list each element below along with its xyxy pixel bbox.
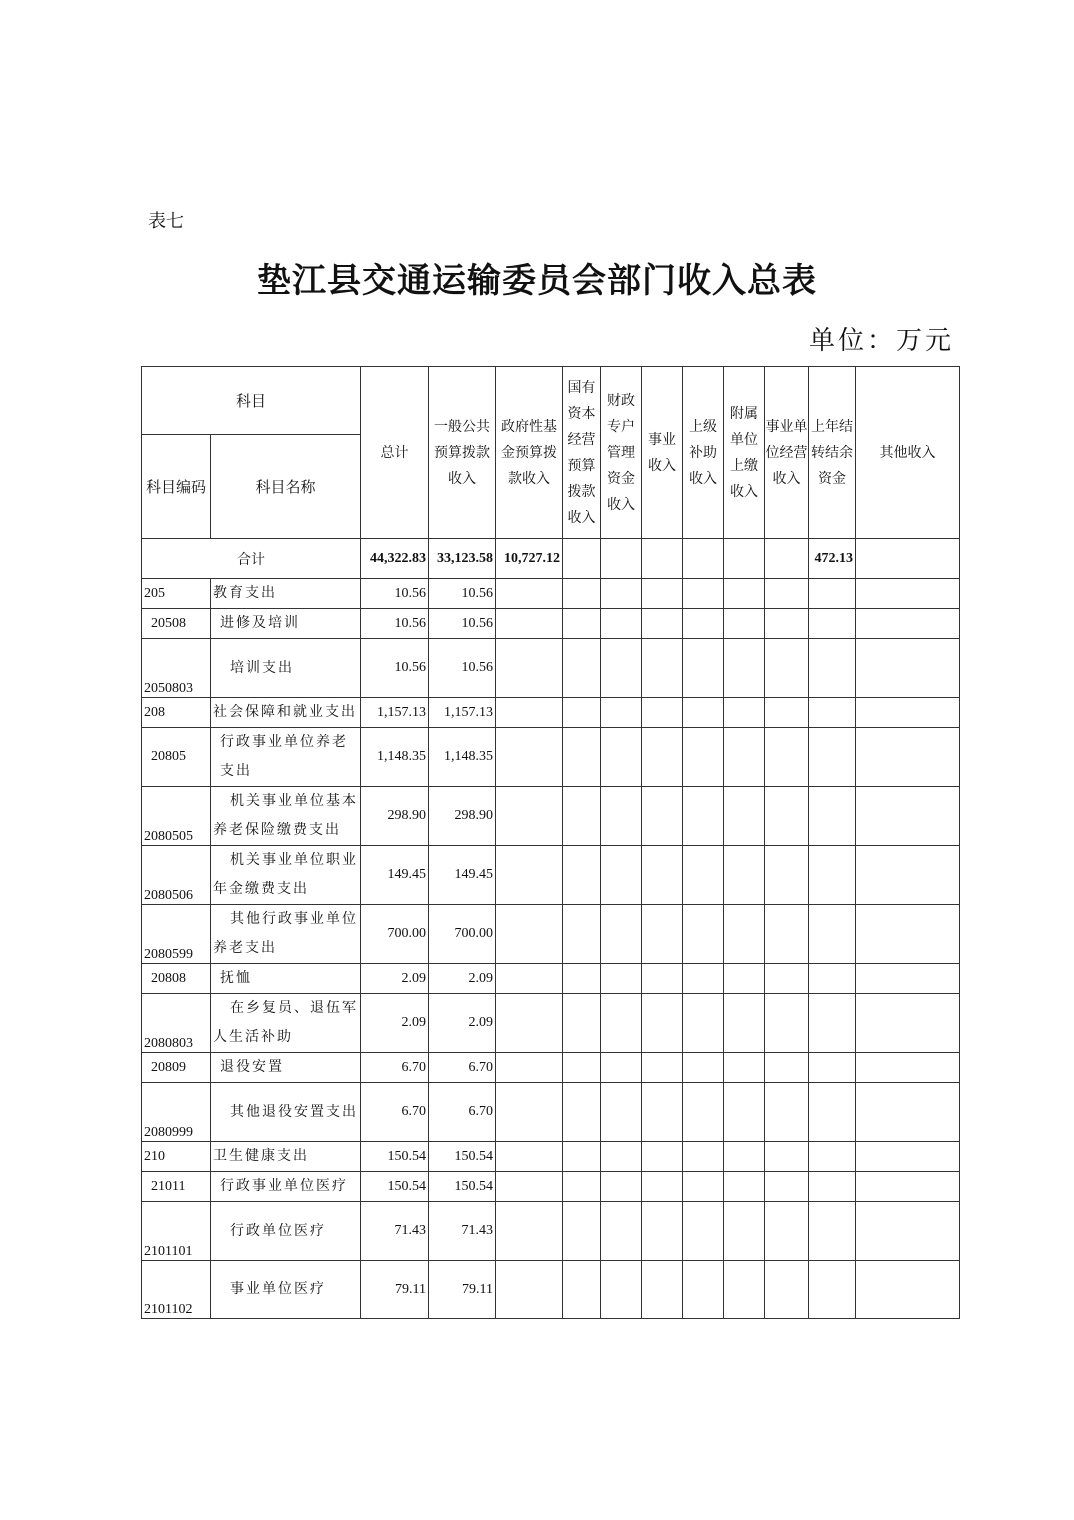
empty-cell [563, 698, 601, 728]
empty-cell [856, 639, 960, 698]
empty-cell [765, 1142, 809, 1172]
table-row [142, 1261, 960, 1319]
empty-cell [683, 1202, 724, 1261]
empty-cell [765, 1172, 809, 1202]
empty-cell [856, 1053, 960, 1083]
row-total: 2.09 [361, 994, 429, 1053]
empty-cell [601, 698, 642, 728]
empty-cell [601, 639, 642, 698]
empty-cell [642, 639, 683, 698]
row-code: 2080999 [142, 1083, 211, 1142]
table-row [142, 994, 960, 1053]
empty-cell [496, 964, 563, 994]
empty-cell [809, 609, 856, 639]
empty-cell [809, 1053, 856, 1083]
empty-cell [765, 964, 809, 994]
empty-cell [809, 787, 856, 846]
row-total: 6.70 [361, 1053, 429, 1083]
row-name: 退役安置 [211, 1053, 361, 1083]
empty-cell [856, 964, 960, 994]
empty-cell [642, 609, 683, 639]
empty-cell [724, 609, 765, 639]
row-total: 700.00 [361, 905, 429, 964]
empty-cell [809, 905, 856, 964]
header-name: 科目名称 [211, 435, 361, 539]
row-name: 培训支出 [211, 639, 361, 698]
table-row [142, 1142, 960, 1172]
header-superior: 上级补助收入 [683, 367, 724, 539]
empty-cell [809, 698, 856, 728]
row-name: 机关事业单位职业年金缴费支出 [211, 846, 361, 905]
empty-cell [563, 639, 601, 698]
empty-cell [563, 609, 601, 639]
total-total: 44,322.83 [361, 539, 429, 579]
empty-cell [683, 846, 724, 905]
empty-cell [809, 1172, 856, 1202]
empty-cell [809, 994, 856, 1053]
empty-cell [642, 787, 683, 846]
row-name: 事业单位医疗 [211, 1261, 361, 1319]
row-code: 20808 [142, 964, 211, 994]
empty-cell [496, 994, 563, 1053]
table-row [142, 1172, 960, 1202]
empty-cell [642, 698, 683, 728]
empty-cell [765, 698, 809, 728]
header-carryover: 上年结转结余资金 [809, 367, 856, 539]
empty-cell [683, 698, 724, 728]
empty-cell [724, 964, 765, 994]
empty-cell [601, 1261, 642, 1319]
row-code: 205 [142, 579, 211, 609]
empty-cell [601, 1172, 642, 1202]
empty-cell [724, 787, 765, 846]
empty-cell [642, 1142, 683, 1172]
empty-cell [856, 994, 960, 1053]
empty-cell [683, 1261, 724, 1319]
row-code: 2050803 [142, 639, 211, 698]
empty-cell [496, 905, 563, 964]
empty-cell [642, 846, 683, 905]
row-code: 20508 [142, 609, 211, 639]
empty-cell [563, 1202, 601, 1261]
empty-cell [809, 1083, 856, 1142]
empty-cell [683, 1083, 724, 1142]
row-general: 6.70 [429, 1053, 496, 1083]
empty-cell [563, 728, 601, 787]
header-general: 一般公共预算拨款收入 [429, 367, 496, 539]
empty-cell [563, 964, 601, 994]
empty-cell [856, 905, 960, 964]
empty-cell [642, 1261, 683, 1319]
empty-cell [683, 1172, 724, 1202]
empty-cell [683, 964, 724, 994]
row-general: 1,148.35 [429, 728, 496, 787]
empty-cell [496, 639, 563, 698]
table-row [142, 698, 960, 728]
empty-cell [601, 964, 642, 994]
row-total: 10.56 [361, 639, 429, 698]
row-general: 79.11 [429, 1261, 496, 1319]
empty-cell [856, 609, 960, 639]
empty-cell [642, 905, 683, 964]
empty-cell [765, 579, 809, 609]
empty-cell [601, 787, 642, 846]
row-general: 2.09 [429, 964, 496, 994]
empty-cell [642, 1083, 683, 1142]
empty-cell [724, 1261, 765, 1319]
empty-cell [683, 1053, 724, 1083]
empty-cell [809, 964, 856, 994]
row-general: 150.54 [429, 1172, 496, 1202]
empty-cell [563, 1053, 601, 1083]
empty-cell [724, 1083, 765, 1142]
empty-cell [724, 1202, 765, 1261]
empty-cell [642, 579, 683, 609]
row-total: 6.70 [361, 1083, 429, 1142]
table-row [142, 787, 960, 846]
empty-cell [765, 728, 809, 787]
empty-cell [601, 728, 642, 787]
empty-cell [496, 1142, 563, 1172]
row-code: 20809 [142, 1053, 211, 1083]
table-row [142, 609, 960, 639]
table-label: 表七 [148, 211, 184, 232]
empty-cell [683, 609, 724, 639]
empty-cell [601, 579, 642, 609]
empty-cell [765, 846, 809, 905]
empty-cell [809, 728, 856, 787]
table-row [142, 1053, 960, 1083]
total-carryover: 472.13 [809, 539, 856, 579]
row-name: 其他行政事业单位养老支出 [211, 905, 361, 964]
empty-cell [601, 846, 642, 905]
empty-cell [496, 1083, 563, 1142]
row-general: 2.09 [429, 994, 496, 1053]
empty-cell [856, 1172, 960, 1202]
empty-cell [683, 994, 724, 1053]
empty-cell [642, 1172, 683, 1202]
row-code: 2101102 [142, 1261, 211, 1319]
empty-cell [856, 698, 960, 728]
row-total: 10.56 [361, 609, 429, 639]
row-code: 2080506 [142, 846, 211, 905]
total-label: 合计 [142, 539, 361, 579]
empty-cell [496, 609, 563, 639]
empty-cell [601, 1142, 642, 1172]
table-row [142, 579, 960, 609]
empty-cell [601, 609, 642, 639]
empty-cell [563, 994, 601, 1053]
row-name: 行政单位医疗 [211, 1202, 361, 1261]
row-name: 教育支出 [211, 579, 361, 609]
empty-cell [856, 1261, 960, 1319]
row-code: 2080505 [142, 787, 211, 846]
empty-cell [724, 994, 765, 1053]
empty-cell [496, 698, 563, 728]
row-name: 在乡复员、退伍军人生活补助 [211, 994, 361, 1053]
empty-cell [765, 787, 809, 846]
empty-cell [601, 1083, 642, 1142]
table-row [142, 639, 960, 698]
empty-cell [683, 905, 724, 964]
empty-cell [642, 1053, 683, 1083]
empty-cell [724, 1172, 765, 1202]
table-row [142, 846, 960, 905]
header-business: 事业收入 [642, 367, 683, 539]
empty-cell [809, 846, 856, 905]
row-general: 149.45 [429, 846, 496, 905]
empty-cell [563, 1172, 601, 1202]
empty-cell [724, 698, 765, 728]
empty-cell [809, 1261, 856, 1319]
row-total: 150.54 [361, 1172, 429, 1202]
empty-cell [642, 1202, 683, 1261]
empty-cell [642, 964, 683, 994]
total-row [142, 539, 960, 579]
empty-cell [601, 905, 642, 964]
table-row [142, 905, 960, 964]
empty-cell [856, 846, 960, 905]
row-name: 卫生健康支出 [211, 1142, 361, 1172]
row-general: 10.56 [429, 609, 496, 639]
empty-cell [856, 579, 960, 609]
empty-cell [856, 728, 960, 787]
empty-cell [683, 579, 724, 609]
empty-cell [724, 1053, 765, 1083]
header-total: 总计 [361, 367, 429, 539]
empty-cell [642, 994, 683, 1053]
empty-cell [601, 994, 642, 1053]
row-total: 298.90 [361, 787, 429, 846]
empty-cell [809, 1202, 856, 1261]
table-row [142, 964, 960, 994]
row-name: 行政事业单位养老支出 [211, 728, 361, 787]
row-general: 298.90 [429, 787, 496, 846]
empty-cell [809, 639, 856, 698]
empty-cell [765, 1083, 809, 1142]
empty-cell [724, 728, 765, 787]
row-total: 150.54 [361, 1142, 429, 1172]
row-general: 1,157.13 [429, 698, 496, 728]
header-state: 国有资本经营预算拨款收入 [563, 367, 601, 539]
empty-cell [683, 639, 724, 698]
empty-cell [496, 1172, 563, 1202]
total-general: 33,123.58 [429, 539, 496, 579]
empty-cell [496, 787, 563, 846]
empty-cell [683, 728, 724, 787]
empty-cell [563, 1261, 601, 1319]
row-total: 71.43 [361, 1202, 429, 1261]
empty-cell [496, 728, 563, 787]
empty-cell [563, 1142, 601, 1172]
row-code: 20805 [142, 728, 211, 787]
empty-cell [809, 1142, 856, 1172]
table-row [142, 1202, 960, 1261]
empty-cell [856, 787, 960, 846]
empty-cell [724, 905, 765, 964]
row-code: 2080599 [142, 905, 211, 964]
total-fund: 10,727.12 [496, 539, 563, 579]
row-code: 208 [142, 698, 211, 728]
empty-cell [856, 1083, 960, 1142]
empty-cell [563, 846, 601, 905]
table-row [142, 728, 960, 787]
empty-cell [601, 1053, 642, 1083]
empty-cell [724, 1142, 765, 1172]
empty-cell [765, 1202, 809, 1261]
empty-cell [724, 639, 765, 698]
header-fund: 政府性基金预算拨款收入 [496, 367, 563, 539]
row-code: 2101101 [142, 1202, 211, 1261]
row-name: 进修及培训 [211, 609, 361, 639]
row-total: 1,157.13 [361, 698, 429, 728]
empty-cell [809, 579, 856, 609]
page-title: 垫江县交通运输委员会部门收入总表 [257, 261, 817, 301]
empty-cell [496, 1202, 563, 1261]
empty-cell [496, 579, 563, 609]
income-table [141, 366, 960, 1319]
empty-cell [563, 1083, 601, 1142]
header-subject: 科目 [142, 367, 361, 435]
row-total: 1,148.35 [361, 728, 429, 787]
row-code: 210 [142, 1142, 211, 1172]
header-code: 科目编码 [142, 435, 211, 539]
empty-cell [563, 579, 601, 609]
table-row [142, 1083, 960, 1142]
row-name: 抚恤 [211, 964, 361, 994]
row-total: 149.45 [361, 846, 429, 905]
empty-cell [765, 1053, 809, 1083]
empty-cell [683, 787, 724, 846]
header-affiliate: 附属单位上缴收入 [724, 367, 765, 539]
empty-cell [856, 1202, 960, 1261]
empty-cell [724, 579, 765, 609]
empty-cell [496, 846, 563, 905]
empty-cell [765, 1261, 809, 1319]
empty-cell [765, 994, 809, 1053]
row-general: 6.70 [429, 1083, 496, 1142]
header-operation: 事业单位经营收入 [765, 367, 809, 539]
row-general: 10.56 [429, 639, 496, 698]
header-other: 其他收入 [856, 367, 960, 539]
empty-cell [683, 1142, 724, 1172]
row-code: 21011 [142, 1172, 211, 1202]
unit-label: 单位：万元 [808, 326, 954, 356]
empty-cell [601, 1202, 642, 1261]
row-general: 10.56 [429, 579, 496, 609]
empty-cell [724, 846, 765, 905]
empty-cell [496, 1261, 563, 1319]
row-total: 2.09 [361, 964, 429, 994]
row-name: 其他退役安置支出 [211, 1083, 361, 1142]
row-general: 71.43 [429, 1202, 496, 1261]
row-total: 79.11 [361, 1261, 429, 1319]
row-name: 机关事业单位基本养老保险缴费支出 [211, 787, 361, 846]
row-total: 10.56 [361, 579, 429, 609]
empty-cell [765, 639, 809, 698]
row-general: 150.54 [429, 1142, 496, 1172]
row-name: 行政事业单位医疗 [211, 1172, 361, 1202]
row-general: 700.00 [429, 905, 496, 964]
row-name: 社会保障和就业支出 [211, 698, 361, 728]
empty-cell [765, 905, 809, 964]
empty-cell [856, 1142, 960, 1172]
header-special: 财政专户管理资金收入 [601, 367, 642, 539]
row-code: 2080803 [142, 994, 211, 1053]
empty-cell [642, 728, 683, 787]
empty-cell [563, 905, 601, 964]
empty-cell [563, 787, 601, 846]
empty-cell [496, 1053, 563, 1083]
empty-cell [765, 609, 809, 639]
